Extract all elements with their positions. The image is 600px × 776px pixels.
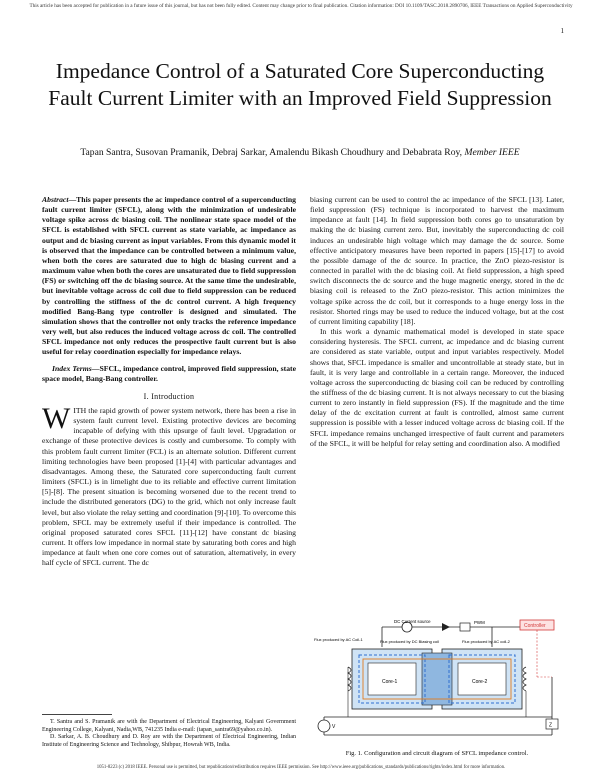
figure-caption: Fig. 1. Configuration and circuit diagram of SFCL impedance control. xyxy=(345,750,529,757)
footnote-rule xyxy=(42,714,112,715)
index-terms-label: Index Terms xyxy=(52,363,92,373)
controller-label: Controller xyxy=(524,623,546,629)
flux-dc-label: Flux produced by DC Biasing coil xyxy=(380,639,439,644)
right-paragraph-2: In this work a dynamic mathematical model is developed in state space considering hysteresis. The SFCL current, ac impedance and dc biasing current are considered as state variable, output and input variables respectively. Model shows that, SFCL impedance is smaller and uncontrollable at steady state, but in fault, it is very large and controllable in a certain range. Moreover, the induced voltage across the superconducting dc biasing coil can be reduced by controlling the stiffness of the dc biasing current. It is not always necessary to cut the biasing current to zero instantly in field suppression (FS). If the magnitude and the time delay of the dc excitation current at fault is controlled, almost same current suppression is possible with a lesser induced voltage across dc biasing coil. If the SFCL impedance remains unchanged irrespective of fault current and parameters of the SFCL, it will be helpful for relay setting and coordination also. A modified xyxy=(310,327,564,448)
voltage-label: V xyxy=(332,724,336,730)
index-terms-text: —SFCL, impedance control, improved field suppression, state space model, Bang-Bang controller. xyxy=(42,363,297,383)
ac-coil-2 xyxy=(523,667,526,691)
sfcl-circuit-diagram xyxy=(312,617,564,745)
abstract xyxy=(42,195,296,358)
abstract-text: —This paper presents the ac impedance control of a superconducting fault current limiter (SFCL), along with the minimization of undesirable voltage spike across dc biasing coil. The nonlinear state space model of the SFCL is established with SFCL current as state variable, ac impedance as output and dc biasing current as input variables. From this dynamic model it is observed that the impedance can be controlled between a minimum value, when both the cores are saturated due to high dc biasing current and a maximum value when both the cores are unsaturated due to field suppression (FS) or switching off the dc biasing source. At the same time the undesirable, but inevitable voltage across dc coil due to field suppression can be reduced by controlling the stiffness of the dc control current. A high frequency modified Bang-Bang type controller is designed and simulated. The simulation shows that the controller not only tracks the reference impedance very well, but also reduces the induced voltage across dc coil. The controlled SFCL impedance not only reduces the prospective fault current but is also useful for relay coordination especially for impedance relays. xyxy=(42,195,296,357)
page-number: 1 xyxy=(560,27,564,35)
diode-icon xyxy=(442,623,450,631)
core-1-label: Core-1 xyxy=(382,679,398,685)
footnotes xyxy=(42,719,296,749)
footnote-2: D. Sarkar, A. B. Choudhury and D. Roy are with the Department of Electrical Engineering, Indian Institute of Engineering Science and Technology, Shibpur, Howrah WB, India. xyxy=(42,734,296,748)
paper-title: Impedance Control of a Saturated Core Superconducting Fault Current Limiter with an Improved Field Suppression xyxy=(48,59,552,110)
left-column xyxy=(42,195,296,568)
ac-source-icon xyxy=(318,720,330,732)
core-2-label: Core-2 xyxy=(472,679,488,685)
dc-source-label: DC Current source xyxy=(394,619,431,624)
author-grade: Member IEEE xyxy=(464,147,520,158)
pwm-label: PWM xyxy=(474,620,485,625)
author-names: Tapan Santra, Susovan Pramanik, Debraj Sarkar, Amalendu Bikash Choudhury and Debabrata Roy, xyxy=(80,147,463,158)
copyright-footer: 1051-8223 (c) 2018 IEEE. Personal use is permitted, but republication/redistribution requires IEEE permission. See http://www.ieee.org/publications_standards/publications/rights/index.html for more information. xyxy=(96,765,506,770)
flux-ac2-label: Flux produced by AC coil-2 xyxy=(462,639,510,644)
right-paragraph-continued: biasing current can be used to control the ac impedance of the SFCL [13]. Later, field suppression (FS) technique is incorporated to harvest the maximum impedance at fault [14]. In field suppression both cores go to unsaturation by making the dc biasing current zero. But, inevitably the superconducting dc coil induces an undesirable high voltage which may damage the dc source. Some effective anticipatory measures have been reported in papers [15]-[17] to avoid the possible damage of the dc source. In practice, the ZnO piezo-resistor is connected in parallel with the dc biasing coil. At field suppression, a high speed switch disconnects the dc source and the huge magnetic energy, stored in the dc biasing coil is released to the ZnO piezo-resistor. This action minimizes the voltage spike across the dc coil, but it corresponds to a huge energy loss in the resistor. Shorted rings may be used to reduce the induced voltage, but at the cost of current limiting capability [18]. xyxy=(310,195,564,326)
index-terms xyxy=(42,364,296,384)
abstract-label: Abstract xyxy=(42,195,69,204)
drop-cap: W xyxy=(42,401,71,435)
load-label: Z xyxy=(549,722,553,729)
dc-biasing-coil xyxy=(422,653,452,705)
right-column xyxy=(310,195,564,449)
author-list xyxy=(20,147,580,158)
figure-1 xyxy=(312,617,564,745)
section-heading-introduction: I. Introduction xyxy=(143,391,195,401)
journal-notice: This article has been accepted for publication in a future issue of this journal, but has not been fully edited. Content may change prior to final publication. Citation information: DOI 10.1109/TASC.2018.2890706, IEEE Transactions on Applied Superconductivity xyxy=(29,3,573,9)
intro-text: ITH the rapid growth of power system network, there has been a rise in system fault current level. Existing protective devices are becoming incapable of defying with this upsurge of fault level. Upgradation or exchange of these protective devices is costly and cumbersome. To comply with this problem fault current limiter (FCL) is an alternate solution. Different current limiting technologies have been proposed [1]-[4] with particular advantages and disadvantages. Among these, the Saturated core superconducting fault current limiters (SFCL) is in limelight due to its reliable and effective current limitation [5]-[8]. The present situation is becoming worsened due to the recent trend to include the distributed generators (DG) to the grid, which not only increase fault level, but also violate the relay setting and coordination [9]-[10]. To overcome this problem, SFCL may be extremely useful if their impedance is controlled. The original proposed saturated cores SFCL [11]-[12] have constant dc biasing current. It offers low impedance in normal state by saturating both cores and high impedance at fault when one core comes out of saturation, alternatively, in every half cycle of SFCL current. The dc xyxy=(42,405,296,568)
flux-ac1-label: Flux produced by AC Coil-1 xyxy=(314,637,363,642)
footnote-1: T. Santra and S. Pramanik are with the Department of Electrical Engineering, Kalyani Government Engineering College, Kalyani, Nadia,WB, 741235 India e-mail: (tapan_santra69@yahoo.co.in). xyxy=(42,719,296,733)
ac-coil-1 xyxy=(348,667,351,691)
intro-paragraph xyxy=(42,401,296,569)
switch-icon xyxy=(460,623,470,631)
